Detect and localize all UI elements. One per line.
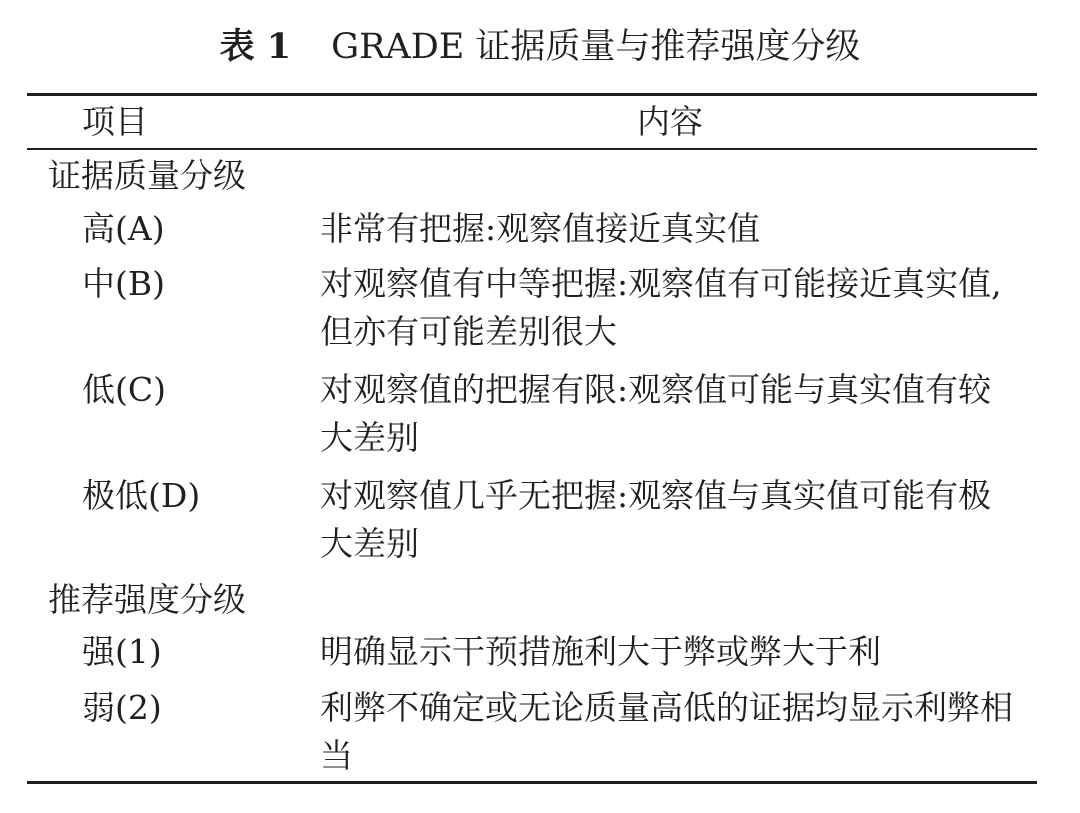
section-title-evidence: 证据质量分级 <box>48 156 246 195</box>
header-content: 内容 <box>637 102 703 141</box>
bottom-rule <box>27 781 1037 784</box>
row-content-low: 对观察值的把握有限:观察值可能与真实值有较大差别 <box>320 370 992 457</box>
section-title-recommendation: 推荐强度分级 <box>48 580 246 619</box>
row-label-low: 低(C) <box>82 370 166 409</box>
row-content-moderate: 对观察值有中等把握:观察值有可能接近真实值,但亦有可能差别很大 <box>320 264 1002 351</box>
row-content-weak: 利弊不确定或无论质量高低的证据均显示利弊相当 <box>320 688 1013 775</box>
row-content-high: 非常有把握:观察值接近真实值 <box>320 209 761 248</box>
row-content-strong: 明确显示干预措施利大于弊或弊大于利 <box>320 632 881 671</box>
row-label-strong: 强(1) <box>82 632 162 671</box>
row-label-weak: 弱(2) <box>82 688 162 727</box>
header-item: 项目 <box>82 102 148 141</box>
table-caption <box>0 22 1080 72</box>
row-label-high: 高(A) <box>82 209 165 248</box>
table-title: GRADE 证据质量与推荐强度分级 <box>331 27 861 67</box>
row-label-moderate: 中(B) <box>82 264 165 303</box>
row-label-very-low: 极低(D) <box>82 476 201 515</box>
row-content-very-low: 对观察值几乎无把握:观察值与真实值可能有极大差别 <box>320 476 992 563</box>
header-rule <box>27 148 1037 150</box>
table-label: 表 1 <box>219 26 292 67</box>
